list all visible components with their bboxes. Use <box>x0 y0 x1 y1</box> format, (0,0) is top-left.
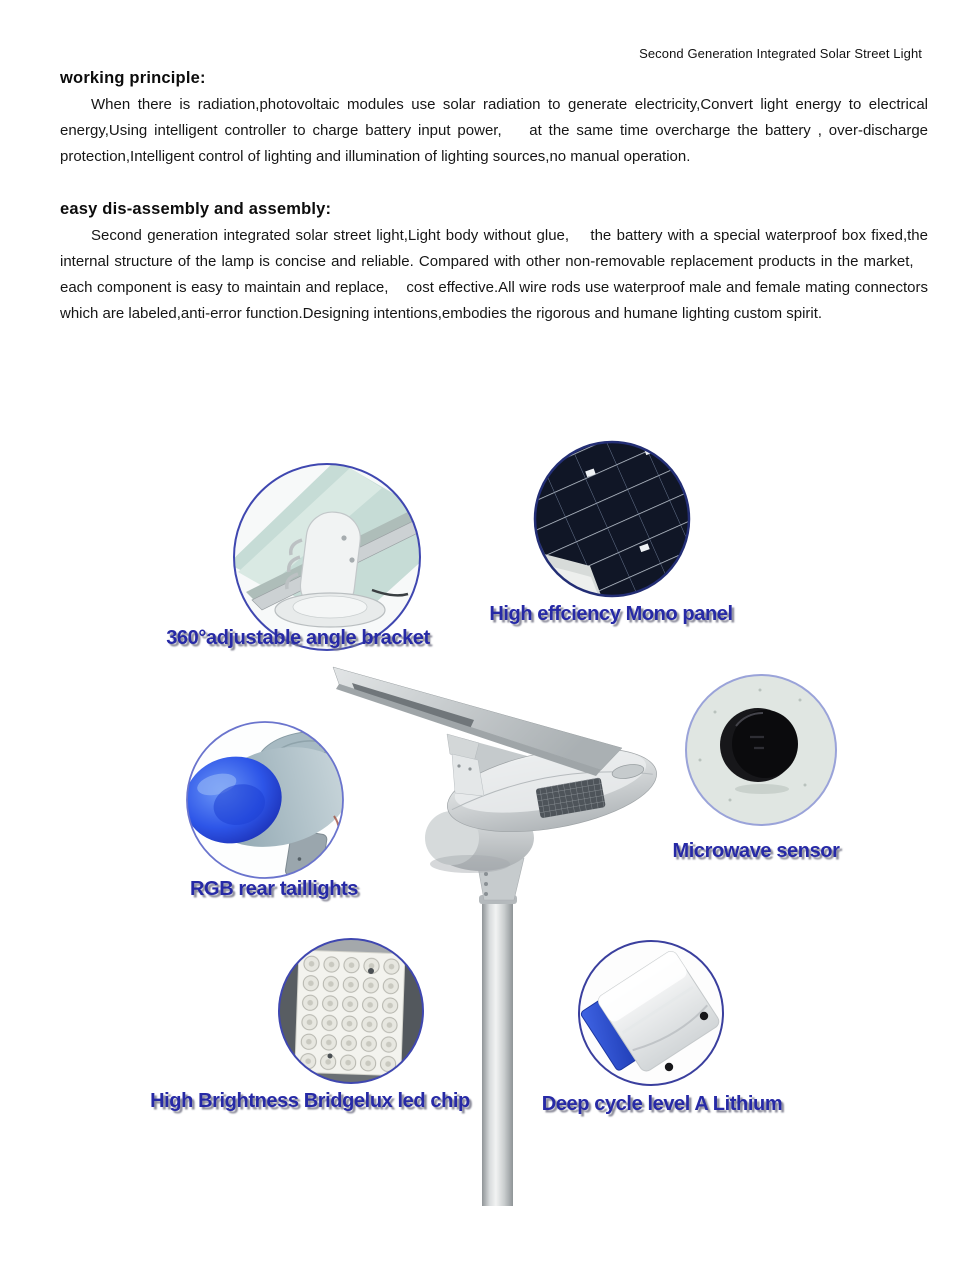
solar-panel-photo <box>520 428 710 614</box>
callout-label-mono-panel: High effciency Mono panel <box>489 603 733 625</box>
section-heading-assembly: easy dis-assembly and assembly: <box>60 200 332 218</box>
callout-label-bracket: 360°adjustable angle bracket <box>166 627 430 649</box>
taillight-photo <box>175 722 361 881</box>
callout-label-lithium-battery: Deep cycle level A Lithium <box>541 1093 783 1115</box>
page-header-right: Second Generation Integrated Solar Street Light <box>639 46 922 61</box>
led-chip-photo <box>277 936 428 1090</box>
callout-label-taillights: RGB rear taillights <box>190 878 358 900</box>
callout-label-led-chip: High Brightness Bridgelux led chip <box>150 1090 470 1112</box>
section-body-working-principle: When there is radiation,photovoltaic modules use solar radiation to generate electricity,Convert light energy to electrical energy,Using intelligent controller to charge battery input power, at the same time overcharge the battery , over-discharge protection,Intelligent control of lighting and illumination of lighting sources,no manual operation. <box>60 96 928 165</box>
section-heading-working-principle: working principle: <box>60 69 206 87</box>
bracket-photo <box>228 460 456 650</box>
light-pole <box>482 898 513 1206</box>
section-body-assembly: Second generation integrated solar street light,Light body without glue, the battery with a special waterproof box fixed,the internal structure of the lamp is concise and reliable. Compared with other non-removable replacement products in the market, each component is easy to maintain and replace, cost effective.All wire rods use waterproof male and female mating connectors which are labeled,anti-error function.Designing intentions,embodies the rigorous and humane lighting custom spirit. <box>60 227 928 322</box>
callout-label-microwave-sensor: Microwave sensor <box>672 840 840 862</box>
street-light-photo <box>333 667 663 1206</box>
